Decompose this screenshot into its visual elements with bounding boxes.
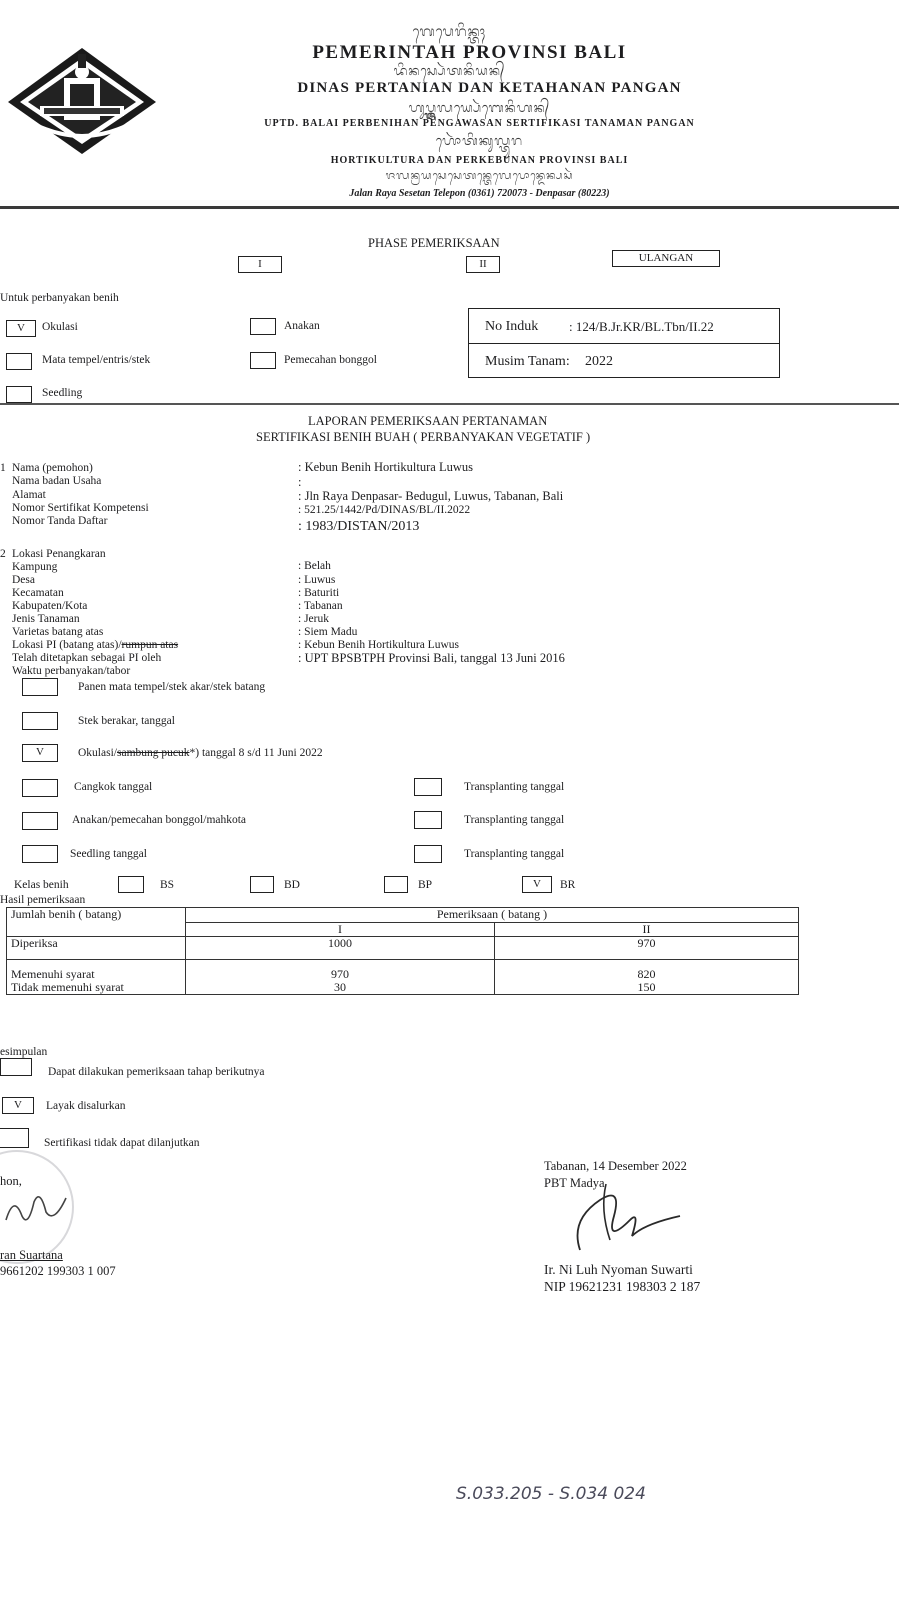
field-label-waktu: Waktu perbanyakan/tabor (12, 665, 131, 677)
transplanting-1-label: Transplanting tanggal (464, 781, 565, 793)
panen-checkbox[interactable] (22, 678, 58, 696)
sambung-pucuk-strike: sambung pucuk (116, 747, 190, 759)
seedling-label: Seedling (42, 387, 83, 399)
letterhead-dinas: DINAS PERTANIAN DAN KETAHANAN PANGAN (297, 80, 682, 96)
table-header-row (7, 908, 799, 923)
col-i-header: I (186, 922, 495, 937)
kelas-bp-checkbox[interactable] (384, 876, 408, 893)
pemecahan-checkbox[interactable] (250, 352, 276, 369)
phase-ii-box: II (466, 256, 500, 273)
row-label-tidak-memenuhi: Tidak memenuhi syarat (7, 981, 186, 995)
sign-right-place-date: Tabanan, 14 Desember 2022 (544, 1159, 687, 1173)
tidak-label: Sertifikasi tidak dapat dilanjutkan (44, 1137, 200, 1149)
field-label-alamat: Alamat (12, 489, 46, 501)
layak-label: Layak disalurkan (46, 1100, 126, 1112)
sign-right-nip: NIP 19621231 198303 2 187 (544, 1279, 701, 1294)
ulangan-box: ULANGAN (612, 250, 720, 267)
transplanting-3-label: Transplanting tanggal (464, 848, 565, 860)
field-value-kabupaten: : Tabanan (298, 600, 343, 612)
col-ii-header: II (495, 922, 799, 937)
anakan-checkbox[interactable] (250, 318, 276, 335)
handwritten-note: S.033.205 - S.034 024 (456, 1484, 646, 1504)
okulasi-date-label: Okulasi/sambung pucuk*) tanggal 8 s/d 11 Juni 2022 (78, 747, 323, 759)
field-label-lokasi: Lokasi Penangkaran (12, 548, 106, 560)
kesimpulan-label: esimpulan (0, 1046, 48, 1058)
field-value-alamat: : Jln Raya Denpasar- Bedugul, Luwus, Tabanan, Bali (298, 489, 564, 503)
phase-i-box: I (238, 256, 282, 273)
kelas-bd-checkbox[interactable] (250, 876, 274, 893)
field-label-kecamatan: Kecamatan (12, 587, 64, 599)
kelas-bs-checkbox[interactable] (118, 876, 144, 893)
no-induk-box (468, 308, 780, 378)
seedling-checkbox[interactable] (6, 386, 32, 403)
row-memenuhi-ii: 820 (495, 960, 799, 982)
panen-label: Panen mata tempel/stek akar/stek batang (78, 681, 266, 693)
anakan-label: Anakan (284, 320, 320, 332)
sign-left-name: ran Suartana (0, 1248, 63, 1262)
section-number-2: 2 (0, 548, 6, 560)
seedling-date-checkbox[interactable] (22, 845, 58, 863)
sign-right-name: Ir. Ni Luh Nyoman Suwarti (544, 1262, 693, 1277)
okulasi-date-checkbox[interactable]: V (22, 744, 58, 762)
balinese-script-line-1: ᬕᬾᬧᬾᬭᬶᬦ᭄ᬢᬄ (412, 24, 487, 40)
section-divider (0, 403, 899, 405)
field-label-nama: Nama (pemohon) (12, 462, 93, 474)
sign-right-role: PBT Madya (544, 1176, 605, 1190)
balinese-script-line-4: ᬳᭀᬃᬢᬶᬓᬸᬮ᭄ᬢᬸᬭ (435, 134, 524, 149)
field-value-varietas: : Siem Madu (298, 626, 358, 638)
table-row (7, 960, 799, 982)
transplanting-1-checkbox[interactable] (414, 778, 442, 796)
field-value-ditetapkan: : UPT BPSBTPH Provinsi Bali, tanggal 13 Juni 2016 (298, 651, 565, 665)
transplanting-3-checkbox[interactable] (414, 845, 442, 863)
field-value-tanda-daftar: : 1983/DISTAN/2013 (298, 519, 420, 534)
row-label-memenuhi: Memenuhi syarat (7, 960, 186, 982)
letterhead-address: Jalan Raya Sesetan Telepon (0361) 720073 - Denpasar (80223) (349, 188, 610, 199)
row-diperiksa-i: 1000 (186, 937, 495, 960)
pemecahan-label: Pemecahan bonggol (284, 354, 377, 366)
field-label-kampung: Kampung (12, 561, 58, 573)
cangkok-checkbox[interactable] (22, 779, 58, 797)
section-number-1: 1 (0, 462, 6, 474)
letterhead-uptd: UPTD. BALAI PERBENIHAN PENGAWASAN SERTIFIKASI TANAMAN PANGAN (264, 118, 695, 129)
anakan-date-checkbox[interactable] (22, 812, 58, 830)
hasil-table (6, 907, 799, 995)
mata-tempel-label: Mata tempel/entris/stek (42, 354, 151, 366)
field-value-jenis-tanaman: : Jeruk (298, 613, 329, 625)
kelas-benih-label: Kelas benih (14, 879, 69, 891)
col-jumlah-header: Jumlah benih ( batang) (7, 908, 186, 937)
signature-left (4, 1190, 74, 1230)
col-pemeriksaan-header: Pemeriksaan ( batang ) (186, 908, 799, 923)
no-induk-value: : 124/B.Jr.KR/BL.Tbn/II.22 (569, 319, 714, 334)
field-value-kecamatan: : Baturiti (298, 587, 340, 599)
stek-checkbox[interactable] (22, 712, 58, 730)
musim-tanam-value: 2022 (585, 354, 613, 369)
field-value-sertifikat: : 521.25/1442/Pd/DINAS/BL/II.2022 (298, 504, 471, 516)
phase-label: PHASE PEMERIKSAAN (368, 236, 500, 250)
transplanting-2-label: Transplanting tanggal (464, 814, 565, 826)
letterhead-divider (0, 206, 899, 209)
field-label-tanda-daftar: Nomor Tanda Daftar (12, 515, 108, 527)
signature-right (560, 1180, 700, 1260)
row-diperiksa-ii: 970 (495, 937, 799, 960)
field-label-kabupaten: Kabupaten/Kota (12, 600, 88, 612)
row-tidak-memenuhi-i: 30 (186, 981, 495, 995)
no-induk-label: No Induk (485, 319, 539, 334)
transplanting-2-checkbox[interactable] (414, 811, 442, 829)
perbanyakan-label: Untuk perbanyakan benih (0, 292, 119, 304)
kelas-bs-label: BS (160, 879, 175, 891)
row-tidak-memenuhi-ii: 150 (495, 981, 799, 995)
letterhead-title: PEMERINTAH PROVINSI BALI (312, 42, 627, 63)
field-value-kampung: : Belah (298, 560, 331, 572)
layak-checkbox[interactable]: V (2, 1097, 34, 1114)
hasil-label: Hasil pemeriksaan (0, 894, 86, 906)
okulasi-label: Okulasi (42, 321, 78, 333)
kelas-bd-label: BD (284, 879, 300, 891)
field-label-lokasi-pi: Lokasi PI (batang atas)/rumpun atas (12, 639, 179, 651)
row-label-diperiksa: Diperiksa (7, 937, 186, 960)
letterhead-hortikultura: HORTIKULTURA DAN PERKEBUNAN PROVINSI BALI (330, 155, 629, 166)
okulasi-checkbox[interactable]: V (6, 320, 36, 337)
report-title: LAPORAN PEMERIKSAAN PERTANAMAN (308, 414, 548, 428)
field-value-lokasi-pi: : Kebun Benih Hortikultura Luwus (298, 639, 459, 651)
seedling-date-label: Seedling tanggal (70, 848, 147, 860)
field-label-sertifikat: Nomor Sertifikat Kompetensi (12, 502, 149, 514)
field-label-varietas: Varietas batang atas (12, 626, 104, 638)
table-row (7, 981, 799, 995)
cangkok-label: Cangkok tanggal (74, 781, 153, 793)
field-label-ditetapkan: Telah ditetapkan sebagai PI oleh (12, 652, 162, 664)
musim-tanam-label: Musim Tanam: (485, 354, 570, 369)
sign-left-role: hon, (0, 1174, 22, 1188)
dapat-label: Dapat dilakukan pemeriksaan tahap berikutnya (48, 1066, 265, 1078)
report-subtitle: SERTIFIKASI BENIH BUAH ( PERBANYAKAN VEGETATIF ) (256, 430, 591, 444)
row-memenuhi-i: 970 (186, 960, 495, 982)
table-row (7, 937, 799, 960)
field-label-jenis-tanaman: Jenis Tanaman (12, 613, 80, 625)
field-value-desa: : Luwus (298, 574, 336, 586)
field-label-badan-usaha: Nama badan Usaha (12, 475, 102, 487)
field-label-desa: Desa (12, 574, 35, 586)
field-label-lokasi-pi-strike: rumpun atas (121, 639, 179, 651)
balinese-script-line-3: ᬳᬸᬧ᭄ᬢ᭄ᬤ᭄ᬩᬮᬬ᭄ᬧᬾᬃᬩᬾᬦᬶᬳᬦ᭄ (408, 101, 551, 116)
anakan-date-label: Anakan/pemecahan bonggol/mahkota (72, 814, 247, 826)
field-value-nama: : Kebun Benih Hortikultura Luwus (298, 460, 473, 474)
balinese-script-line-2: ᬤᬶᬦᬲ᭄ᬧᬾᬃᬢᬦᬶᬬᬦ᭄ (393, 64, 506, 79)
kelas-br-checkbox[interactable]: V (522, 876, 552, 893)
mata-tempel-checkbox[interactable] (6, 353, 32, 370)
field-value-badan-usaha: : (298, 475, 302, 489)
kelas-bp-label: BP (418, 879, 433, 891)
tidak-checkbox[interactable] (0, 1128, 29, 1148)
stek-label: Stek berakar, tanggal (78, 715, 175, 727)
kelas-br-label: BR (560, 879, 576, 891)
balinese-script-line-5: ᬚᬮᬦ᭄ᬭᬬᬲᬾᬲᬾᬢᬦ᭄ᬢᬾᬮᬾᬧᭀᬦ᭄ᬤᬾᬦ᭄ᬧᬲᬃ (385, 169, 574, 182)
dapat-checkbox[interactable] (0, 1058, 32, 1076)
sign-left-nip: 9661202 199303 1 007 (0, 1264, 116, 1278)
